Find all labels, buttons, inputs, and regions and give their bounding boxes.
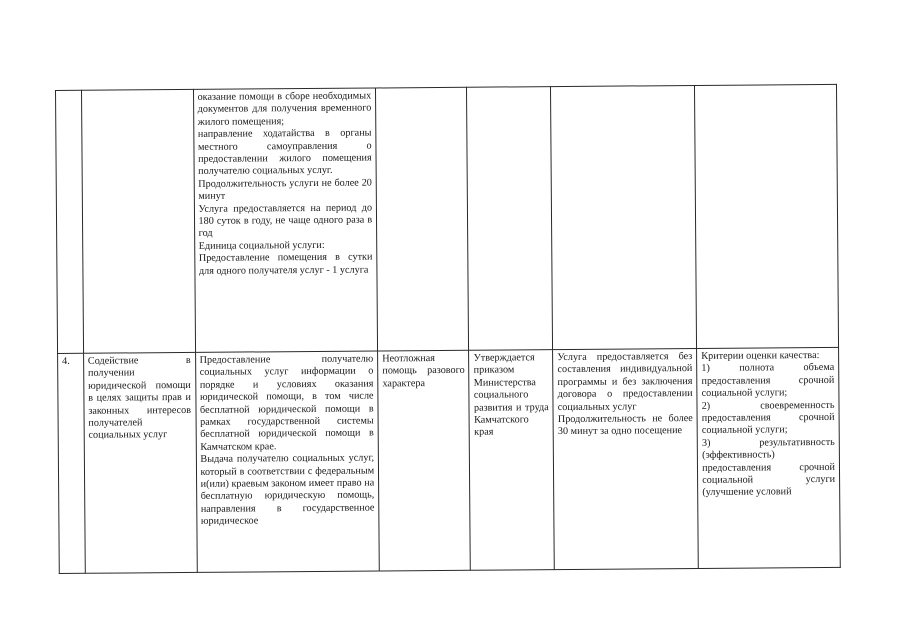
service-description-cell: Предоставление получателю социальных услуг информации о порядке и условиях оказания юридической помощи, в том числе бесплатной юридической помощи в рамках государственной системы бесплатной юридической помощи в Камчатском крае. Выдача получателю социальных услуг, который в соответствии с федеральным и(или) краевым законом имеет право на бесплатную юридическую помощь, направления в государственное юридическое: [195, 351, 379, 572]
service-standard-cell: [467, 87, 553, 351]
row-number-cell: [56, 90, 84, 353]
service-description-cell: оказание помощи в сборе необходимых документов для получения временного жилого помещения; направление ходатайства в органы местного самоуправления о предоставлении жилого помещения получателю социальных услуг. Продолжительность услуги не более 20 минут Услуга предоставляется на период до 180 суток в году, не чаще одного раза в год Единица социальной услуги: Предоставление помещения в сутки для одного получателя услуг - 1 услуга: [193, 88, 378, 352]
quality-criteria-cell: [695, 84, 839, 348]
table-container: [55, 84, 849, 590]
service-name-cell: [81, 89, 195, 353]
row-number-cell: 4.: [58, 353, 86, 573]
service-form-cell: [376, 87, 469, 351]
service-name-cell: Содействие в получении юридической помощи в целях защиты прав и законных интересов получателей социальных услуг: [83, 352, 196, 573]
quality-criteria-cell: Критерии оценки качества: 1) полнота объема предоставления срочной социальной услуги; 2) своевременность предоставления срочной социальной услуги; 3) результативность (эффективность) предоставления срочной социальной услуги (улучшение условий: [697, 347, 841, 568]
service-standard-cell: Утверждается приказом Министерства социального развития и труда Камчатского края: [469, 350, 555, 571]
service-conditions-cell: [551, 85, 697, 349]
table-row: [56, 84, 839, 353]
services-table: [55, 84, 841, 574]
service-form-cell: Неотложная помощь разового характера: [378, 350, 471, 571]
service-conditions-cell: Услуга предоставляется без составления индивидуальной программы и без заключения договора о предоставлении социальных услуг Продолжительность не более 30 минут за одно посещение: [553, 348, 699, 569]
table-row: [58, 347, 841, 573]
